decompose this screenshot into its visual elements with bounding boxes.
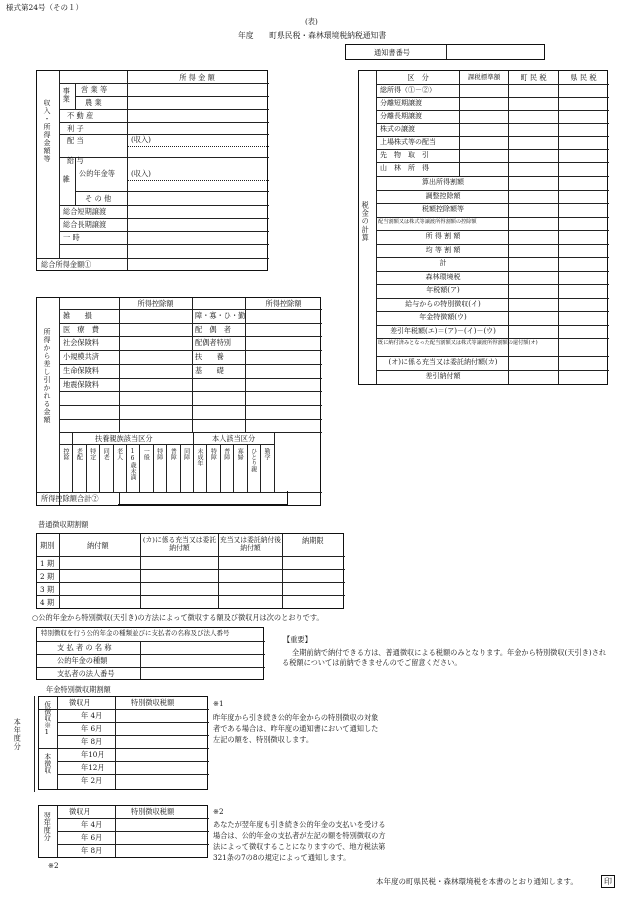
- income-header: 所 得 金 額: [179, 73, 215, 82]
- kari-month-1: 年 4月: [81, 711, 103, 720]
- deduction-right-2: 配偶者特別: [195, 338, 231, 348]
- futsu-col-nofu: 納付額: [87, 541, 109, 550]
- dep-col-3: 同老: [102, 448, 110, 460]
- deduction-left-1: 医 療 費: [63, 324, 99, 334]
- tax-row-bottom-9: 給与からの特別徴収(イ): [405, 299, 481, 308]
- koteki-label: 公的年金等: [79, 169, 115, 178]
- deduction-left-4: 生命保険料: [63, 365, 99, 375]
- sheet-side: (表): [305, 17, 318, 26]
- income-total-label: 総合所得金額①: [41, 260, 92, 269]
- notice-number-field[interactable]: [447, 45, 544, 59]
- tax-row-bottom-11: 差引年税額(エ)＝(ア)－(イ)－(ウ): [390, 326, 496, 335]
- col-kubun: 区 分: [407, 73, 429, 82]
- dep-col-4: 老人: [115, 448, 123, 460]
- futsu-col-noki: 納期限: [302, 536, 324, 545]
- kyuyo-label: 給 与: [67, 156, 84, 165]
- dep-col-5: 16歳未満: [129, 448, 136, 480]
- deduction-right-0: 障・寡・ひ・勤: [195, 311, 246, 320]
- income-section: [36, 70, 268, 271]
- schedule-title: 年金特別徴収期割額: [46, 685, 111, 694]
- dep-col-8: 普障: [169, 448, 177, 460]
- payer-kind-label: 公的年金の種類: [57, 656, 108, 665]
- col-cho: 町 民 税: [520, 73, 547, 82]
- note2-footnote: ※2: [48, 861, 59, 870]
- honnendo-label: 本年度分: [13, 718, 23, 751]
- dep-col-6: 一般: [142, 448, 150, 460]
- tax-row-top-6: 山 林 所 得: [380, 164, 429, 172]
- yokunendo-label: 翌年度分: [43, 812, 53, 841]
- tax-row-top-2: 分離長期譲渡: [380, 112, 422, 120]
- tax-row-bottom-13: (オ)に係る充当又は委託納付額(カ): [388, 358, 498, 366]
- haito-label: 配 当: [67, 136, 84, 145]
- deduction-right-3: 扶 養: [195, 352, 224, 362]
- honchoshu-label: 本徴収: [42, 753, 51, 774]
- tax-row-bottom-5: 均 等 割 額: [425, 245, 461, 254]
- futsu-col-atonofu: 充当又は委託納付後納付額: [219, 536, 282, 553]
- karichoshu-label: 仮徴収※1: [42, 701, 51, 737]
- tax-row-bottom-8: 年税額(ア): [426, 286, 460, 294]
- tax-row-top-1: 分離短期譲渡: [380, 99, 422, 107]
- kyuyo-shunyu-label: (収入): [131, 135, 151, 144]
- footer-text: 本年度の町県民税・森林環境税を本書のとおり通知します。: [376, 877, 578, 886]
- tax-row-top-4: 上場株式等の配当: [380, 138, 436, 146]
- eigyo-label: 営 業 等: [81, 85, 108, 94]
- fuyo-header: 扶養親族該当区分: [95, 434, 153, 443]
- futsu-period-2: 2 期: [40, 572, 55, 581]
- kari-col-month: 徴収月: [69, 698, 91, 707]
- col-kazei: 課税標準額: [467, 73, 501, 81]
- next-month-1: 年 4月: [81, 820, 103, 829]
- futsu-period-1: 1 期: [40, 559, 55, 568]
- nenkin-shunyu-label: (収入): [131, 169, 151, 178]
- next-col-month: 徴収月: [69, 807, 91, 816]
- honnin-header: 本人該当区分: [212, 434, 256, 443]
- dep-col-11: 特障: [209, 448, 217, 460]
- ichiji-label: 一 時: [63, 233, 80, 242]
- deduction-left-0: 雑 損: [63, 311, 92, 320]
- hon-month-2: 年12月: [81, 763, 105, 772]
- tax-row-top-0: 総所得（①－②）: [380, 86, 436, 94]
- kari-col-amount: 特別徴収税額: [131, 698, 175, 707]
- sogo-choki-label: 総合長期譲渡: [63, 220, 107, 229]
- futsu-period-4: 4 期: [40, 598, 55, 607]
- fudosan-label: 不 動 産: [67, 111, 94, 120]
- tax-row-bottom-3: 配当割額又は株式等譲渡所得割額の控除額: [378, 218, 477, 225]
- futsu-col-kibetsu: 期別: [40, 541, 55, 550]
- pension-intro: ○公的年金から特別徴収(天引き)の方法によって徴収する額及び徴収月は次のとおりです。: [32, 613, 324, 622]
- yokunendo-table: [38, 805, 208, 858]
- deduction-total-field[interactable]: [118, 491, 288, 505]
- honnendo-table: [38, 696, 208, 790]
- dep-col-10: 未成年: [196, 448, 203, 466]
- payer-corp-no-label: 支払者の法人番号: [57, 669, 115, 678]
- dep-col-0: 控除: [62, 448, 69, 460]
- col-ken: 県 民 税: [570, 73, 597, 82]
- deduction-header-left: 所得控除額: [137, 299, 174, 308]
- next-col-amount: 特別徴収税額: [131, 807, 175, 816]
- nogyo-label: 農 業: [85, 98, 102, 107]
- futsu-period-3: 3 期: [40, 585, 55, 594]
- futsu-title: 普通徴収期割額: [38, 520, 89, 529]
- income-side-label: 収入・所得金額等: [43, 99, 51, 163]
- note2-text: あなたが翌年度も引き続き公的年金の支払いを受ける場合は、公的年金の支払者が左記の額を特別徴収の方法によって徴収することになりますので、地方税法第321条の7の8の規定によって通知します。: [213, 820, 386, 863]
- form-id: 様式第24号（その１）: [6, 3, 84, 12]
- tax-calc-side-label: 税金の計算: [361, 201, 371, 242]
- deduction-right-1: 配 偶 者: [195, 324, 231, 334]
- tax-row-bottom-0: 算出所得割額: [422, 178, 464, 186]
- payer-header: 特別徴収を行う公的年金の種類並びに支払者の名称及び法人番号: [41, 629, 230, 637]
- tax-row-bottom-2: 税額控除額等: [422, 205, 464, 213]
- jigyo-label: 事業: [62, 87, 72, 104]
- deduction-left-2: 社会保険料: [63, 338, 99, 348]
- next-month-3: 年 8月: [81, 846, 103, 855]
- futsu-table: [36, 533, 344, 609]
- tax-row-bottom-14: 差引納付額: [425, 371, 461, 380]
- dep-col-9: 同障: [182, 448, 190, 460]
- rishi-label: 利 子: [67, 124, 84, 133]
- tax-row-bottom-7: 森林環境税: [425, 272, 461, 281]
- deduction-section: [36, 297, 321, 506]
- dep-col-1: 老配: [75, 448, 83, 460]
- payer-table: [36, 627, 264, 680]
- dep-col-2: 特定: [88, 448, 96, 460]
- dep-col-14: ひとり親: [249, 448, 257, 472]
- seal-mark: 印: [601, 875, 615, 888]
- tax-calc-section: [358, 70, 608, 385]
- sogo-tanki-label: 総合短期譲渡: [63, 207, 107, 216]
- tax-row-top-5: 先 物 取 引: [380, 151, 429, 159]
- dep-col-7: 特障: [155, 448, 163, 460]
- tax-row-bottom-1: 調整控除額: [425, 191, 461, 200]
- note1-text: 昨年度から引き続き公的年金からの特別徴収の対象者である場合は、昨年度の通知書において通知した左記の額を、特別徴収します。: [213, 713, 379, 745]
- tax-row-bottom-4: 所 得 割 額: [425, 232, 461, 240]
- notice-title: 【重要】: [283, 635, 312, 644]
- zatsu-label: 雑: [62, 175, 72, 184]
- deduction-right-4: 基 礎: [195, 365, 224, 375]
- futsu-col-jutou: (カ)に係る充当又は委託納付額: [142, 536, 217, 553]
- deduction-left-3: 小規模共済: [63, 352, 99, 362]
- hon-month-1: 年10月: [81, 750, 105, 759]
- notice-number-box: [345, 44, 545, 60]
- tax-row-bottom-6: 計: [439, 259, 447, 267]
- sonota-label: そ の 他: [85, 194, 112, 203]
- tax-row-bottom-10: 年金特徴額(ウ): [419, 313, 467, 321]
- dep-col-13: 寡婦: [236, 448, 244, 460]
- dep-col-12: 普障: [222, 448, 230, 460]
- page-title: 年度 町県民税・森林環境税納税通知書: [238, 31, 387, 40]
- note1-mark: ※1: [213, 699, 224, 708]
- note2-mark: ※2: [213, 807, 224, 816]
- kari-month-2: 年 6月: [81, 724, 103, 733]
- tax-row-bottom-12: 既に納付済みとなった配当割額又は株式等譲渡所得割額の還付額(オ): [378, 340, 538, 346]
- next-month-2: 年 6月: [81, 833, 103, 842]
- notice-text: 全期前納で納付できる方は、普通徴収による税額のみとなります。年金から特別徴収(天引き)される税額については前納できませんのでご留意ください。: [282, 648, 607, 668]
- kari-month-3: 年 8月: [81, 737, 103, 746]
- deduction-total-label: 所得控除額合計②: [41, 494, 99, 503]
- deduction-header-right: 所得控除額: [265, 299, 302, 308]
- deduction-side-label: 所得から差し引かれる金額: [43, 328, 51, 424]
- hon-month-3: 年 2月: [81, 776, 103, 785]
- tax-row-top-3: 株式の譲渡: [380, 125, 415, 133]
- payer-name-label: 支 払 者 の 名 称: [57, 643, 112, 652]
- dep-col-15: 勤学: [263, 448, 270, 460]
- notice-number-label: 通知書番号: [374, 48, 410, 57]
- deduction-left-5: 地震保険料: [63, 379, 99, 389]
